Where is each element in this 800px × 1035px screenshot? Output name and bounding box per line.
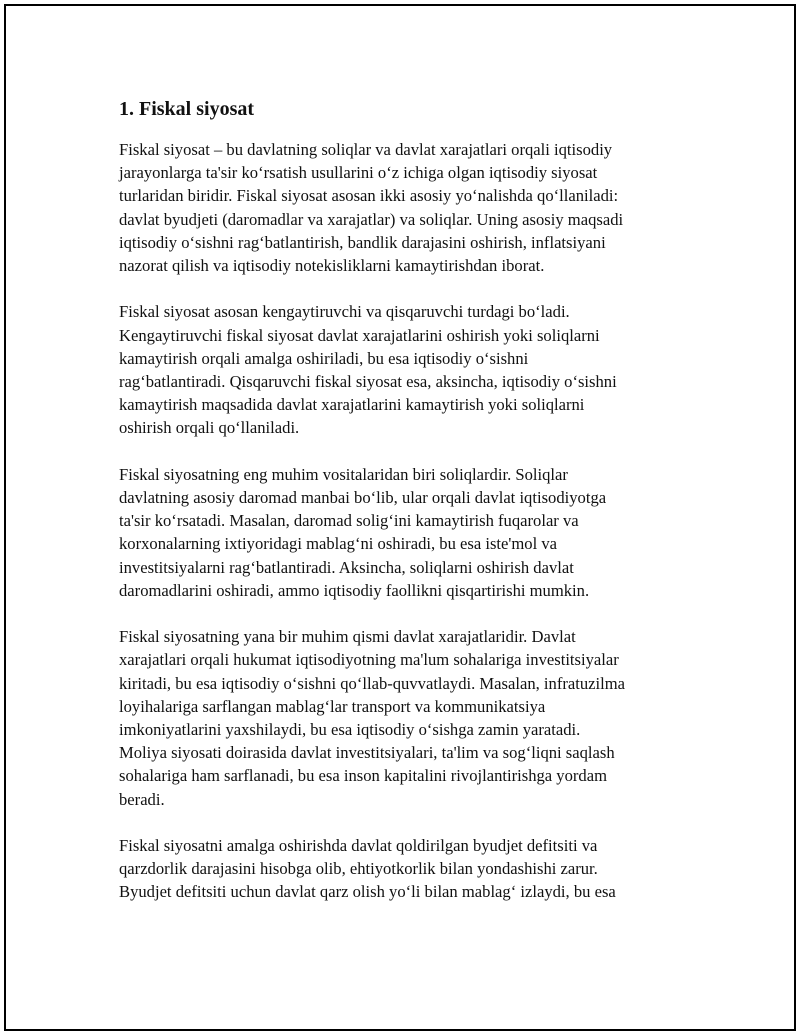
- paragraph-line: qarzdorlik darajasini hisobga olib, ehtiyotkorlik bilan yondashishi zarur.: [119, 859, 598, 879]
- paragraph-line: Kengaytiruvchi fiskal siyosat davlat xarajatlarini oshirish yoki soliqlarni: [119, 325, 600, 345]
- paragraph-line: rag‘batlantiradi. Qisqaruvchi fiskal siyosat esa, aksincha, iqtisodiy o‘sishni: [119, 372, 617, 392]
- paragraph-line: korxonalarning ixtiyoridagi mablag‘ni oshiradi, bu esa iste'mol va: [119, 534, 558, 554]
- paragraph-line: Fiskal siyosatning yana bir muhim qismi davlat xarajatlaridir. Davlat: [119, 627, 576, 647]
- paragraph-line: loyihalariga sarflangan mablag‘lar transport va kommunikatsiya: [119, 696, 546, 716]
- paragraph-line: xarajatlari orqali hukumat iqtisodiyotning ma'lum sohalariga investitsiyalar: [119, 650, 619, 670]
- document-page: [4, 4, 796, 1031]
- paragraph-line: kamaytirish maqsadida davlat xarajatlarini kamaytirish yoki soliqlarni: [119, 395, 585, 415]
- paragraph-line: jarayonlarga ta'sir ko‘rsatish usullarini o‘z ichiga olgan iqtisodiy siyosat: [119, 163, 598, 183]
- paragraph-line: Fiskal siyosatning eng muhim vositalaridan biri soliqlardir. Soliqlar: [119, 464, 568, 484]
- paragraph-line: nazorat qilish va iqtisodiy notekisliklarni kamaytirishdan iborat.: [119, 256, 545, 276]
- paragraph-line: oshirish orqali qo‘llaniladi.: [119, 418, 300, 438]
- paragraph-4: [119, 625, 694, 811]
- section-heading: 1. Fiskal siyosat: [119, 98, 255, 120]
- paragraph-line: turlaridan biridir. Fiskal siyosat asosan ikki asosiy yo‘nalishda qo‘llaniladi:: [119, 186, 619, 206]
- paragraph-line: beradi.: [119, 789, 165, 809]
- paragraph-3: [119, 463, 694, 602]
- paragraph-line: investitsiyalarni rag‘batlantiradi. Aksincha, soliqlarni oshirish davlat: [119, 557, 574, 577]
- paragraph-2: [119, 300, 694, 439]
- paragraph-line: davlat byudjeti (daromadlar va xarajatlar) va soliqlar. Uning asosiy maqsadi: [119, 209, 624, 229]
- paragraph-line: daromadlarini oshiradi, ammo iqtisodiy faollikni qisqartirishi mumkin.: [119, 580, 590, 600]
- paragraph-line: kiritadi, bu esa iqtisodiy o‘sishni qo‘llab-quvvatlaydi. Masalan, infratuzilma: [119, 673, 626, 693]
- paragraph-line: iqtisodiy o‘sishni rag‘batlantirish, bandlik darajasini oshirish, inflatsiyani: [119, 232, 606, 252]
- paragraph-line: Fiskal siyosat – bu davlatning soliqlar va davlat xarajatlari orqali iqtisodiy: [119, 140, 613, 159]
- paragraph-line: Byudjet defitsiti uchun davlat qarz olish yo‘li bilan mablag‘ izlaydi, bu esa: [119, 882, 616, 902]
- paragraph-line: Fiskal siyosatni amalga oshirishda davlat qoldirilgan byudjet defitsiti va: [119, 836, 598, 856]
- paragraph-1: [119, 138, 694, 277]
- paragraph-line: imkoniyatlarini yaxshilaydi, bu esa iqtisodiy o‘sishga zamin yaratadi.: [119, 720, 581, 740]
- paragraph-line: davlatning asosiy daromad manbai bo‘lib, ular orqali davlat iqtisodiyotga: [119, 488, 607, 508]
- paragraph-5: [119, 834, 694, 904]
- document-body: [119, 96, 694, 927]
- paragraph-line: Fiskal siyosat asosan kengaytiruvchi va qisqaruvchi turdagi bo‘ladi.: [119, 302, 570, 322]
- paragraph-line: kamaytirish orqali amalga oshiriladi, bu esa iqtisodiy o‘sishni: [119, 348, 529, 368]
- paragraph-line: Moliya siyosati doirasida davlat investitsiyalari, ta'lim va sog‘liqni saqlash: [119, 743, 615, 763]
- paragraph-line: ta'sir ko‘rsatadi. Masalan, daromad solig‘ini kamaytirish fuqarolar va: [119, 511, 579, 531]
- paragraph-line: sohalariga ham sarflanadi, bu esa inson kapitalini rivojlantirishga yordam: [119, 766, 608, 786]
